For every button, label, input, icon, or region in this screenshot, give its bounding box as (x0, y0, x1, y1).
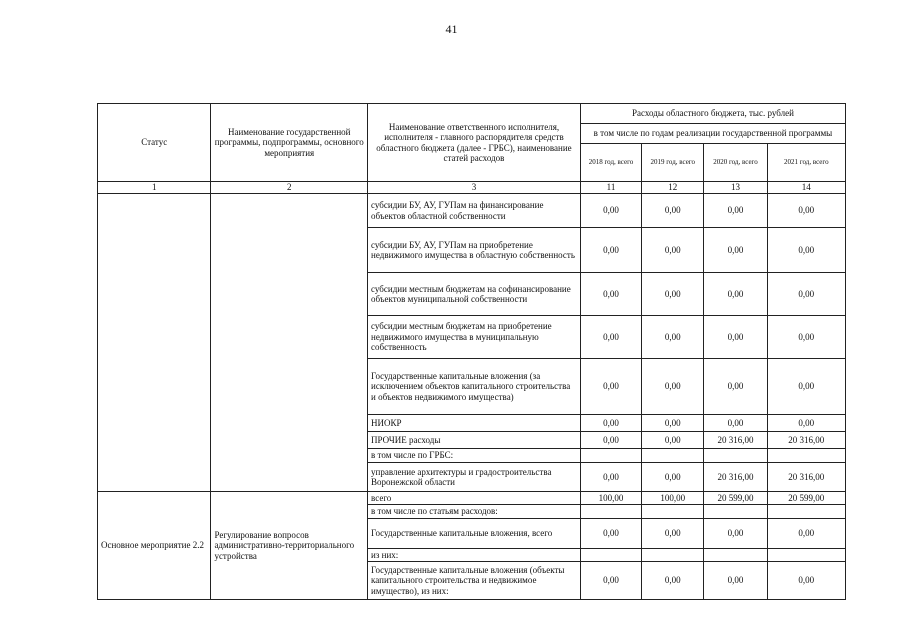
column-index: 12 (642, 182, 704, 194)
expense-value: 0,00 (704, 194, 767, 228)
expense-item-label: Государственные капитальные вложения (объекты капитального строительства и недвижимое имущество), из них: (368, 562, 581, 600)
expense-value (704, 548, 767, 561)
header-year-2018: 2018 год, всего (580, 144, 641, 182)
expense-item-label: Государственные капитальные вложения (за исключением объектов капитального строительства и объектов недвижимого имущества) (368, 359, 581, 415)
expense-value (767, 449, 845, 463)
expense-value: 0,00 (767, 273, 845, 316)
expense-value (642, 548, 704, 561)
header-status: Статус (98, 104, 211, 182)
expense-value: 0,00 (767, 562, 845, 600)
header-year-2020: 2020 год, всего (704, 144, 767, 182)
expense-value: 0,00 (767, 228, 845, 273)
page-number: 41 (445, 22, 458, 36)
expense-value: 0,00 (704, 415, 767, 432)
expense-value (580, 449, 641, 463)
expense-item-label: НИОКР (368, 415, 581, 432)
expense-value (580, 548, 641, 561)
expense-item-label: всего (368, 492, 581, 505)
expense-value (642, 449, 704, 463)
expense-value: 0,00 (642, 316, 704, 359)
expense-value: 0,00 (642, 228, 704, 273)
expense-value: 0,00 (642, 273, 704, 316)
expense-value: 0,00 (767, 194, 845, 228)
expense-item-label: в том числе по статьям расходов: (368, 505, 581, 518)
column-index: 11 (580, 182, 641, 194)
table-row (98, 492, 846, 505)
expense-value (767, 505, 845, 518)
expense-value (704, 449, 767, 463)
expense-value: 0,00 (580, 194, 641, 228)
measure-name: Регулирование вопросов административно-территориального устройства (211, 492, 368, 600)
expense-value: 0,00 (580, 273, 641, 316)
expense-value (642, 505, 704, 518)
expense-value: 20 316,00 (767, 432, 845, 449)
expense-value: 20 316,00 (767, 463, 845, 492)
expense-value (580, 505, 641, 518)
expense-value: 0,00 (704, 359, 767, 415)
expense-item-label: субсидии местным бюджетам на приобретение недвижимого имущества в муниципальную собственность (368, 316, 581, 359)
expense-value: 0,00 (580, 359, 641, 415)
table-row (98, 194, 846, 228)
expense-value (704, 505, 767, 518)
column-index: 2 (211, 182, 368, 194)
column-index: 14 (767, 182, 845, 194)
header-executor: Наименование ответственного исполнителя, исполнителя - главного распорядителя средств областного бюджета (далее - ГРБС), наименование статей расходов (368, 104, 581, 182)
expense-value: 0,00 (580, 415, 641, 432)
expense-value (767, 548, 845, 561)
expense-item-label: субсидии БУ, АУ, ГУПам на приобретение недвижимого имущества в областную собственность (368, 228, 581, 273)
expense-value: 0,00 (642, 415, 704, 432)
expense-item-label: из них: (368, 548, 581, 561)
status-cell-empty (98, 194, 211, 492)
expense-value: 100,00 (580, 492, 641, 505)
expense-item-label: в том числе по ГРБС: (368, 449, 581, 463)
expense-value: 0,00 (642, 359, 704, 415)
measure-status: Основное мероприятие 2.2 (98, 492, 211, 600)
column-index: 1 (98, 182, 211, 194)
expense-item-label: субсидии местным бюджетам на софинансирование объектов муниципальной собственности (368, 273, 581, 316)
expense-value: 100,00 (642, 492, 704, 505)
block2-body (98, 492, 846, 600)
header-year-2021: 2021 год, всего (767, 144, 845, 182)
expense-item-label: ПРОЧИЕ расходы (368, 432, 581, 449)
expense-value: 0,00 (704, 316, 767, 359)
header-row-1 (98, 104, 846, 124)
expense-value: 0,00 (704, 518, 767, 548)
expense-value: 0,00 (580, 228, 641, 273)
expense-value: 0,00 (704, 228, 767, 273)
expense-value: 20 316,00 (704, 432, 767, 449)
expense-value: 0,00 (580, 562, 641, 600)
expense-value: 0,00 (642, 518, 704, 548)
expense-value: 0,00 (580, 518, 641, 548)
expense-value: 0,00 (767, 518, 845, 548)
expense-value: 20 599,00 (704, 492, 767, 505)
program-name-cell-empty (211, 194, 368, 492)
header-year-2019: 2019 год, всего (642, 144, 704, 182)
expense-value: 0,00 (580, 316, 641, 359)
expense-value: 20 316,00 (704, 463, 767, 492)
expense-value: 20 599,00 (767, 492, 845, 505)
expense-value: 0,00 (767, 316, 845, 359)
expense-value: 0,00 (704, 562, 767, 600)
budget-table (97, 103, 846, 600)
expense-value: 0,00 (642, 194, 704, 228)
column-index: 3 (368, 182, 581, 194)
expense-value: 0,00 (642, 562, 704, 600)
header-by-years: в том числе по годам реализации государственной программы (580, 124, 845, 144)
header-expenses: Расходы областного бюджета, тыс. рублей (580, 104, 845, 124)
expense-value: 0,00 (642, 463, 704, 492)
expense-value: 0,00 (767, 359, 845, 415)
expense-item-label: управление архитектуры и градостроительства Воронежской области (368, 463, 581, 492)
expense-value: 0,00 (642, 432, 704, 449)
header-program-name: Наименование государственной программы, подпрограммы, основного мероприятия (211, 104, 368, 182)
expense-item-label: Государственные капитальные вложения, всего (368, 518, 581, 548)
column-index: 13 (704, 182, 767, 194)
block1-body (98, 194, 846, 492)
expense-value: 0,00 (767, 415, 845, 432)
column-index-row (98, 182, 846, 194)
expense-item-label: субсидии БУ, АУ, ГУПам на финансирование объектов областной собственности (368, 194, 581, 228)
budget-sheet (97, 103, 846, 600)
expense-value: 0,00 (580, 463, 641, 492)
expense-value: 0,00 (704, 273, 767, 316)
expense-value: 0,00 (580, 432, 641, 449)
